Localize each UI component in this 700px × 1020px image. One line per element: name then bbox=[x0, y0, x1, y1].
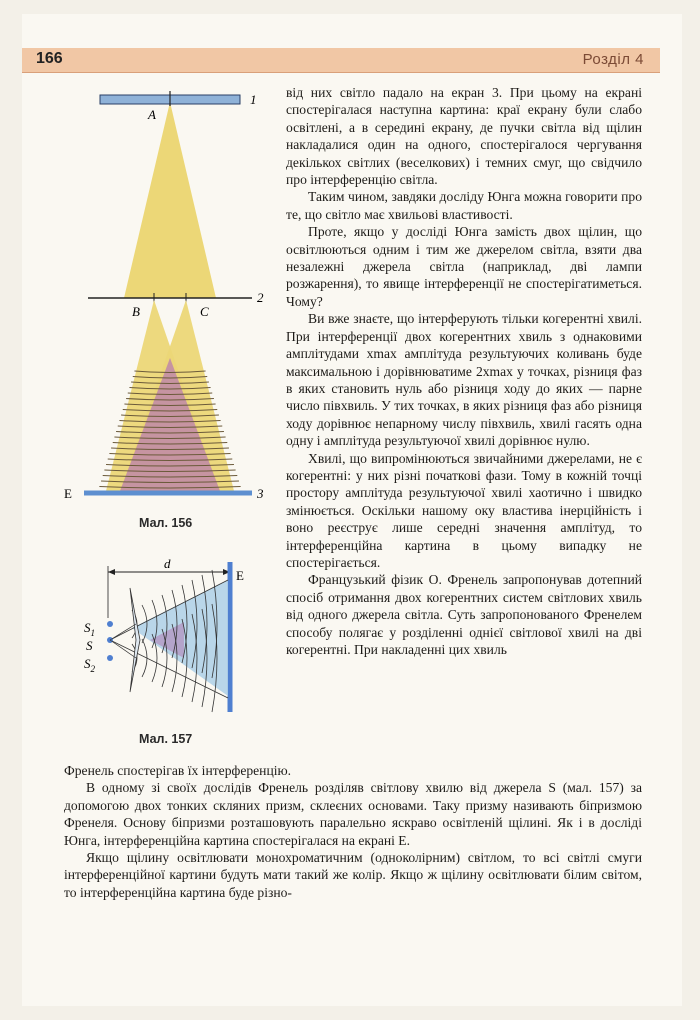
label-c: C bbox=[200, 304, 209, 319]
label-a: A bbox=[148, 107, 156, 122]
paragraph: В одному зі своїх дослідів Френель розділяв світлову хвилю від джерела S (мал. 157) за допомогою двох тонких скляних призм, склеєних основами. Таку призму називають біпризмою Френеля. Основу біпризми розташовують паралельно яскраво освітленій щілині. Як і в досліді Юнга, інтерференційна картина спостерігалася на екрані Е. bbox=[64, 780, 642, 848]
paragraph: Френель спостерігав їх інтерференцію. bbox=[64, 763, 292, 778]
figure-157 bbox=[80, 558, 280, 718]
caption-fig157: Мал. 157 bbox=[139, 732, 193, 746]
label-2: 2 bbox=[257, 290, 264, 305]
paragraph: Проте, якщо у досліді Юнга замість двох щілин, що освітлюються одним і тим же джерелом світла, взяти два незалежні джерела світла (наприклад, дві лампи розжарення), то явище інтерференції не спостерігатиметься. Чому? bbox=[286, 224, 642, 309]
label-e157: E bbox=[236, 568, 244, 583]
label-s2: $S_2$ bbox=[84, 656, 95, 674]
paragraph: Хвилі, що випромінюються звичайними джерелами, не є когерентні: у них різні початкові фази. Тому в кожній точці простору амплітуда результуючої хвилі хаотично і швидко змінюється. Оскільки нашому оку властива інерційність і воно реєструє лише середні значення амплітуд, то інтерференційна картина в цьому випадку не спостерігається. bbox=[286, 450, 642, 570]
full-width-text bbox=[64, 762, 642, 901]
dim-arrow-left bbox=[108, 569, 115, 575]
page-header-band bbox=[22, 48, 660, 73]
figure-156 bbox=[60, 86, 300, 506]
page-number: 166 bbox=[36, 50, 63, 67]
label-s: S bbox=[86, 638, 93, 653]
right-text-column bbox=[286, 84, 642, 658]
label-e: E bbox=[64, 486, 72, 501]
ray-s-s2 bbox=[110, 640, 136, 658]
light-cone-top bbox=[124, 102, 216, 298]
paragraph: Якщо щілину освітлювати монохроматичним (одноколірним) світлом, то всі світлі смуги інтерференційної картини будуть мати такий же колір. Якщо ж щілину освітлювати білим світом, то інтерференційна картина буде різно- bbox=[64, 850, 642, 900]
paragraph: від них світло падало на екран 3. При цьому на екрані спостерігалася наступна картина: краї екрану були слабо освітлені, а в середині екрану, де пучки світла від щілин накладалися один на одного, спостерігалося чергування декількох світлих (веселкових) і темних смуг, що свідчило про інтерференцію світла. bbox=[286, 85, 642, 188]
caption-fig156: Мал. 156 bbox=[139, 516, 193, 530]
source-s1 bbox=[107, 621, 113, 627]
paragraph: Таким чином, завдяки досліду Юнга можна говорити про те, що світло має хвильові властивості. bbox=[286, 189, 642, 222]
label-s1: $S_1$ bbox=[84, 620, 95, 638]
label-b: B bbox=[132, 304, 140, 319]
label-3: 3 bbox=[257, 486, 264, 501]
paragraph: Французький фізик О. Френель запропонував дотепний спосіб отримання двох когерентних систем світлових хвиль від одного джерела світла. Суть запропонованого Френелем способу полягає у розділенні однієї світлової хвилі на дві когерентні. При накладенні цих хвиль bbox=[286, 572, 642, 657]
source-s2 bbox=[107, 655, 113, 661]
label-d: d bbox=[164, 558, 171, 571]
section-title: Розділ 4 bbox=[582, 51, 644, 68]
biprism bbox=[130, 588, 140, 692]
paragraph: Ви вже знаєте, що інтерферують тільки когерентні хвилі. При інтерференції двох когерентних хвиль з однаковими амплітудами xmax амплітуда результуючих коливань буде максимальною і дорівнюватиме 2xmax у точках, різниця фаз в яких становить нуль або різниця ходу до яких — парне число півхвиль. У тих точках, в яких різниця фаз або різниця ходу дорівнює непарному числу півхвиль, хвилі гасять одна одну і амплітуда результуючої хвилі дорівнює нулю. bbox=[286, 311, 642, 449]
label-1: 1 bbox=[250, 92, 257, 107]
